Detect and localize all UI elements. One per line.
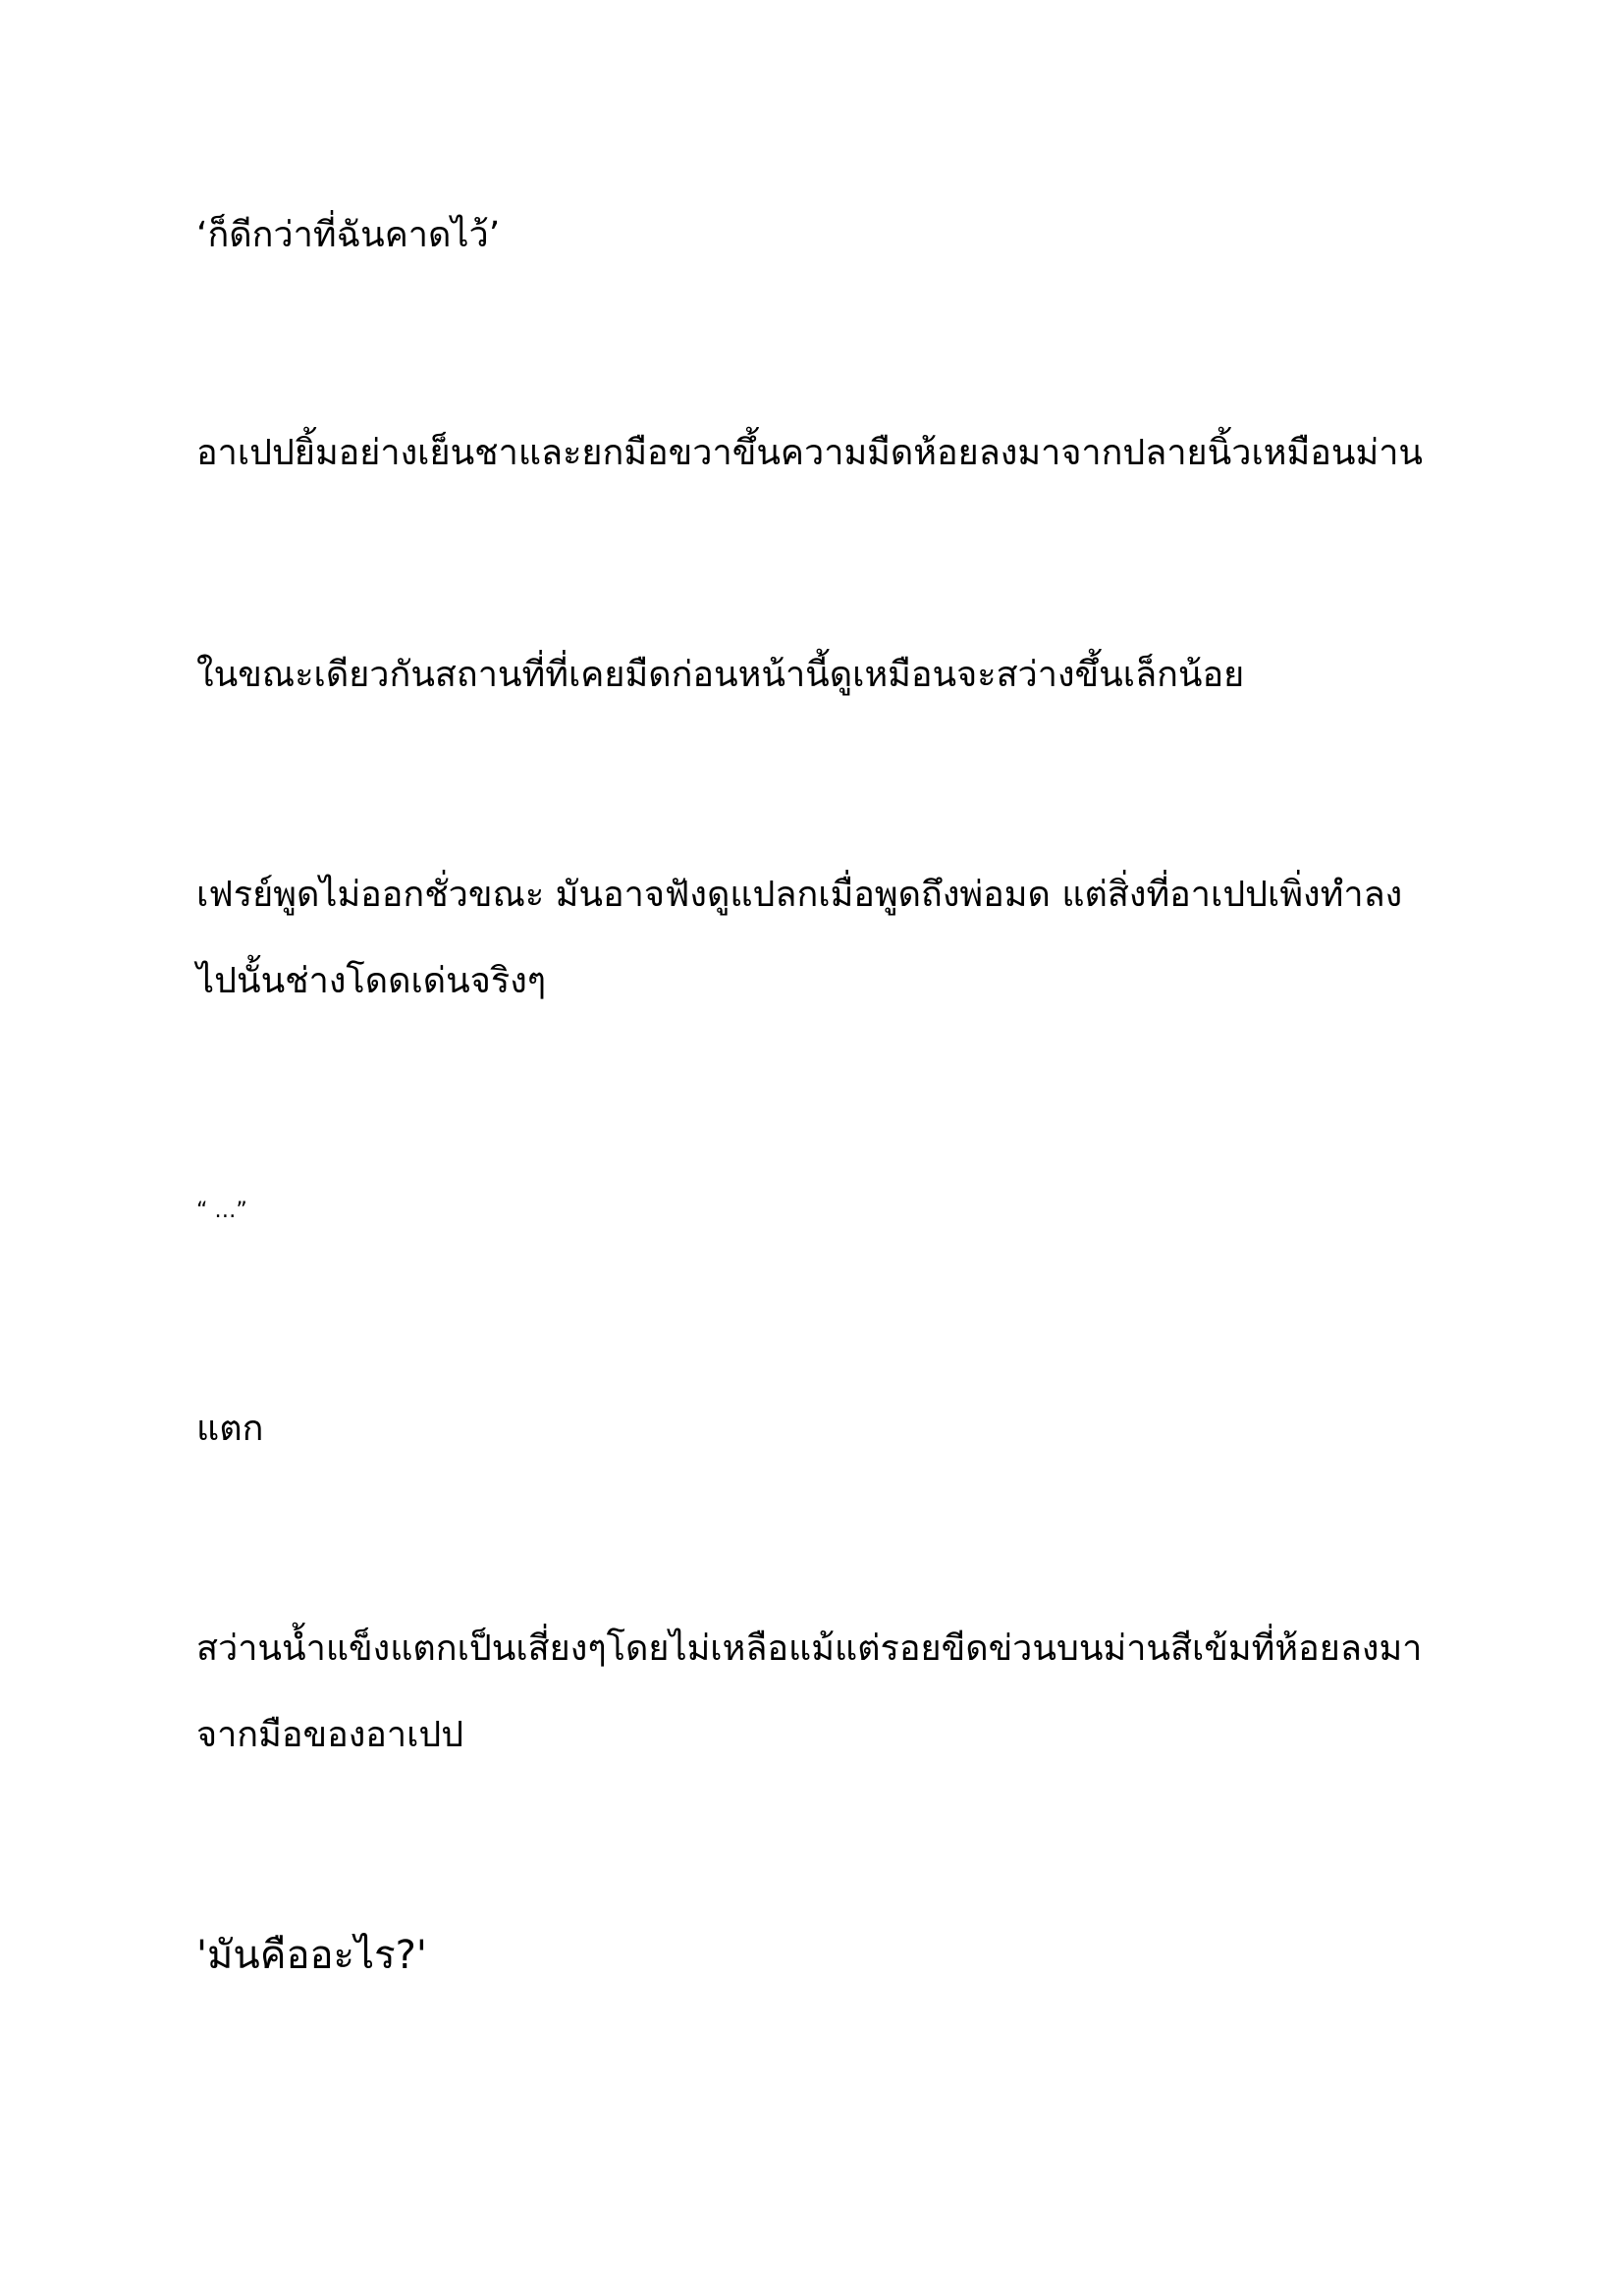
paragraph-8-question: 'มันคืออะไร?' [196,1933,427,1978]
paragraph-3: ในขณะเดียวกันสถานที่ที่เคยมืดก่อนหน้านี้ดูเหมือนจะสว่างขึ้นเล็กน้อย [196,655,1245,695]
paragraph-5-ellipsis-quote: “ …” [196,1199,247,1223]
paragraph-4: เฟรย์พูดไม่ออกชั่วขณะ มันอาจฟังดูแปลกเมื่อพูดถึงพ่อมด แต่สิ่งที่อาเปปเพิ่งทำลงไปนั้นช่างโดดเด่นจริงๆ [196,875,1403,1001]
paragraph-1: ‘ก็ดีกว่าที่ฉันคาดไว้’ [196,215,501,255]
paragraph-2: อาเปปยิ้มอย่างเย็นชาและยกมือขวาขึ้นความมืดห้อยลงมาจากปลายนิ้วเหมือนม่าน [196,433,1424,473]
paragraph-7: สว่านน้ำแข็งแตกเป็นเสี่ยงๆโดยไม่เหลือแม้แต่รอยขีดข่วนบนม่านสีเข้มที่ห้อยลงมาจากมือของอาเปป [196,1629,1423,1755]
paragraph-6: แตก [196,1409,264,1449]
